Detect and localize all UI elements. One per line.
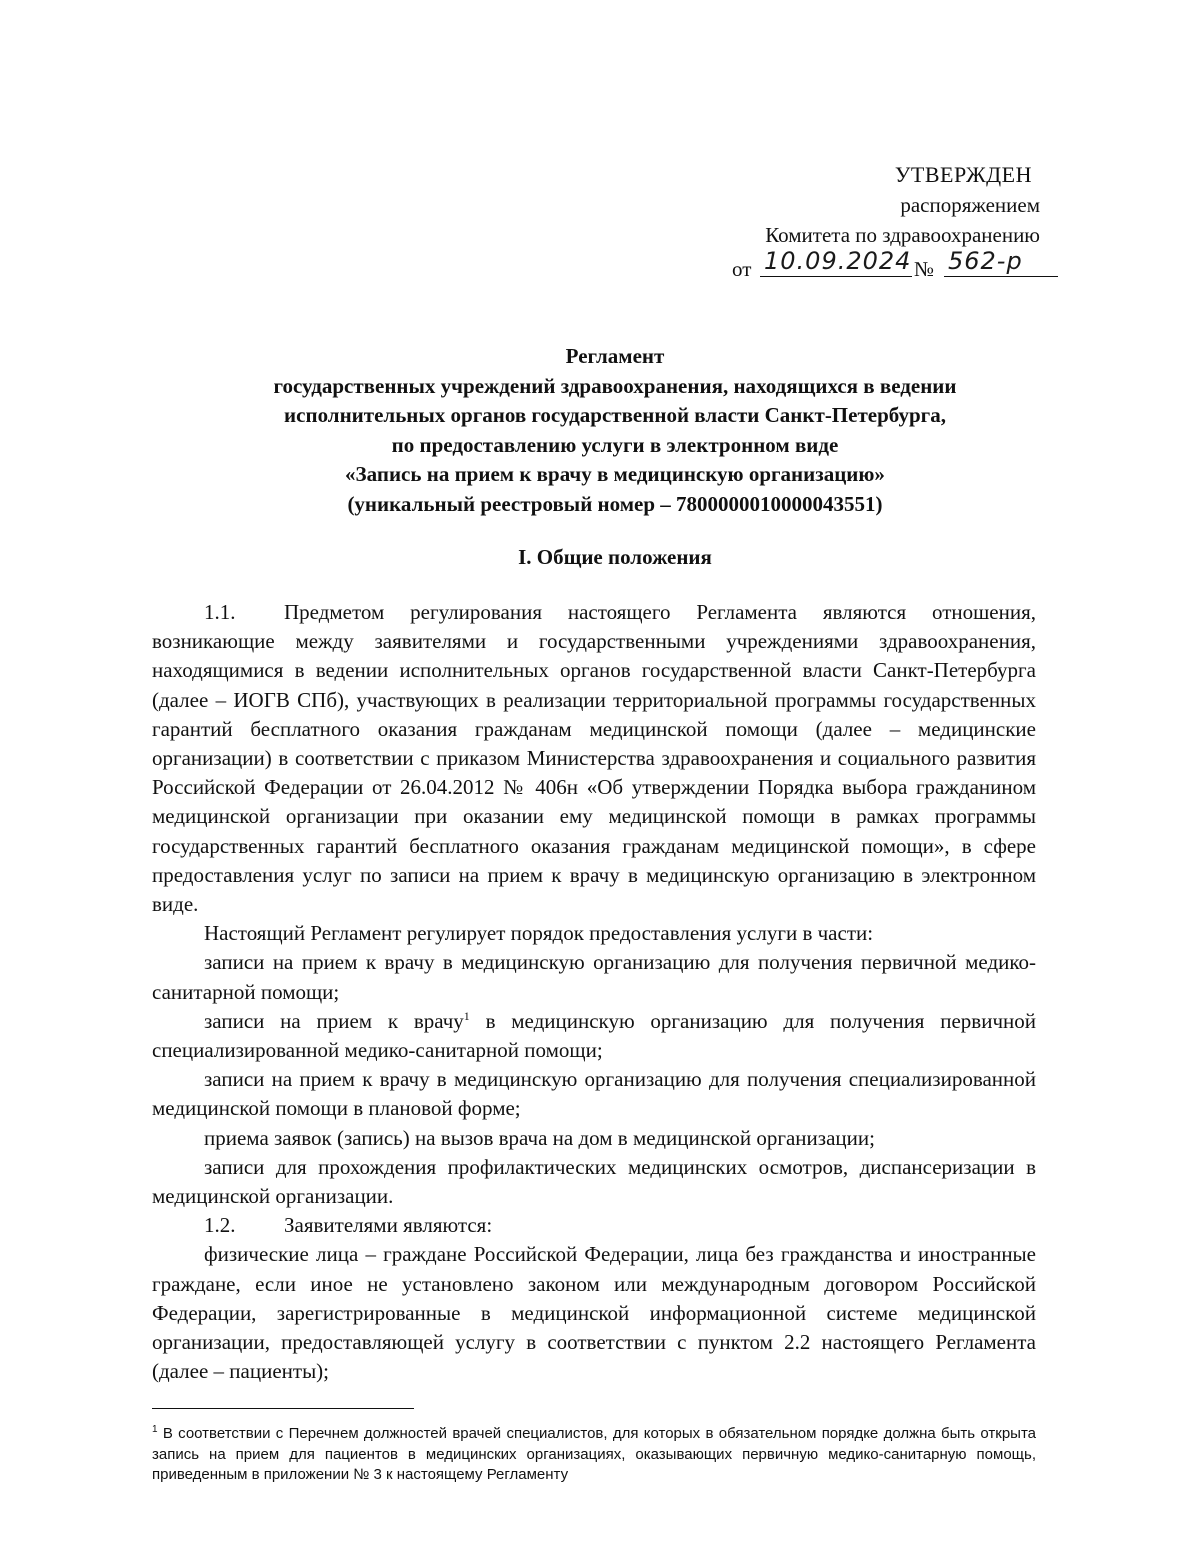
heading-line-3: исполнительных органов государственной власти Санкт-Петербурга, bbox=[284, 403, 946, 427]
approval-line-committee: Комитета по здравоохранению bbox=[765, 223, 1040, 247]
footnote-text: В соответствии с Перечнем должностей врачей специалистов, для которых в обязательном порядке должна быть открыта запись на прием для пациентов в медицинских организациях, оказывающих первичную медико-санитарную помощь, приведенным в приложении № 3 к настоящему Регламенту bbox=[152, 1425, 1036, 1483]
approval-date-number-row bbox=[700, 247, 1040, 284]
paragraph-text: записи на прием к врачу bbox=[204, 1008, 464, 1033]
from-label: от bbox=[732, 257, 752, 281]
handwritten-number: 562-р bbox=[944, 246, 1058, 277]
section-title: I. Общие положения bbox=[518, 545, 712, 569]
paragraph-text: Предметом регулирования настоящего Регламента являются отношения, возникающие между заявителями и государственными учреждениями здравоохранения, находящимися в ведении исполнительных органов государственной власти Санкт-Петербурга (далее – ИОГВ СПб), участвующих в реализации территориальной программы государственных гарантий бесплатного оказания гражданам медицинской помощи (далее – медицинские организации) в соответствии с приказом Министерства здравоохранения и социального развития Российской Федерации от 26.04.2012 № 406н «Об утверждении Порядка выбора гражданином медицинской организации при оказании ему медицинской помощи в рамках программы государственных гарантий бесплатного оказания гражданам медицинской помощи», в сфере предоставления услуг по записи на прием к врачу в медицинскую организацию в электронном виде. bbox=[152, 600, 1036, 917]
paragraph-1-2 bbox=[152, 1211, 1036, 1240]
heading-line-5: «Запись на прием к врачу в медицинскую организацию» bbox=[345, 462, 885, 486]
approval-title: УТВЕРЖДЕН bbox=[894, 162, 1032, 187]
paragraph-number: 1.2. bbox=[204, 1213, 236, 1238]
paragraph: записи на прием к врачу в медицинскую организацию для получения специализированной медицинской помощи в плановой форме; bbox=[152, 1067, 1036, 1121]
footnote-mark: 1 bbox=[152, 1424, 158, 1435]
document-heading bbox=[150, 342, 1080, 519]
paragraph-text: в медицинскую организацию для получения первичной специализированной медико-санитарной помощи; bbox=[152, 1008, 1036, 1063]
approval-line-order: распоряжением bbox=[900, 193, 1040, 217]
heading-line-6: (уникальный реестровый номер – 7800000010000043551) bbox=[347, 491, 883, 516]
paragraph: записи на прием к врачу в медицинскую организацию для получения первичной медико-санитарной помощи; bbox=[152, 950, 1036, 1004]
paragraph-with-footnote bbox=[152, 1007, 1036, 1065]
paragraph-number: 1.1. bbox=[204, 600, 236, 624]
footnote bbox=[152, 1420, 1036, 1486]
paragraph: Настоящий Регламент регулирует порядок предоставления услуги в части: bbox=[204, 921, 874, 946]
number-label: № bbox=[914, 257, 935, 281]
handwritten-date: 10.09.2024 bbox=[760, 246, 912, 277]
heading-line-4: по предоставлению услуги в электронном виде bbox=[391, 432, 839, 457]
document-body bbox=[152, 598, 1036, 1386]
paragraph: физические лица – граждане Российской Федерации, лица без гражданства и иностранные граждане, если иное не установлено законом или международным договором Российской Федерации, зарегистрированные в медицинской информационной системе медицинской организации, предоставляющей услугу в соответствии с пунктом 2.2 настоящего Регламента (далее – пациенты); bbox=[152, 1242, 1036, 1384]
heading-line-1: Регламент bbox=[565, 344, 665, 368]
paragraph-1-1 bbox=[152, 598, 1036, 919]
heading-line-2: государственных учреждений здравоохранения, находящихся в ведении bbox=[273, 373, 957, 398]
approval-block bbox=[700, 160, 1040, 284]
paragraph: записи для прохождения профилактических медицинских осмотров, диспансеризации в медицинской организации. bbox=[152, 1154, 1036, 1209]
paragraph-text: Заявителями являются: bbox=[284, 1213, 493, 1238]
footnote-reference[interactable]: 1 bbox=[463, 1008, 470, 1023]
footnote-divider bbox=[152, 1408, 414, 1409]
paragraph: приема заявок (запись) на вызов врача на дом в медицинской организации; bbox=[204, 1125, 875, 1150]
